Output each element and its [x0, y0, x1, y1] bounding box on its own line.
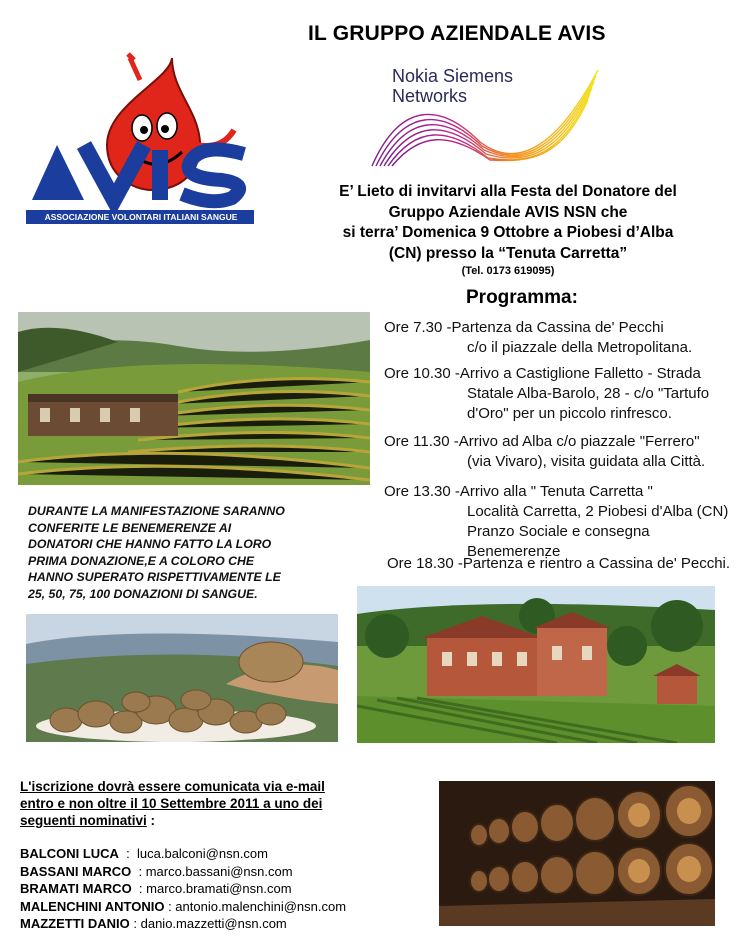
programma-time: Ore 18.30 - [387, 555, 463, 572]
programma-text: Arrivo alla " Tenuta Carretta " [459, 483, 653, 500]
contact-row [20, 915, 420, 933]
contact-name: MALENCHINI ANTONIO [20, 898, 165, 914]
programma-item [387, 554, 730, 574]
contact-separator: : [131, 863, 146, 879]
iscrizione-line: L'iscrizione dovrà essere comunicata via e-mail [20, 779, 325, 794]
invitation-text [290, 182, 726, 278]
iscrizione-line: seguenti nominativi [20, 813, 147, 828]
avis-tagline: ASSOCIAZIONE VOLONTARI ITALIANI SANGUE [44, 212, 238, 222]
iscrizione-line: entro e non oltre il 10 Settembre 2011 a uno dei [20, 796, 323, 811]
programma-time: Ore 10.30 - [384, 365, 460, 382]
benemerenze-line: CONFERITE LE BENEMERENZE AI [28, 520, 232, 535]
programma-continuation: Pranzo Sociale e consegna Benemerenze [467, 523, 650, 560]
benemerenze-line: HANNO SUPERATO RISPETTIVAMENTE LE [28, 570, 281, 584]
contact-email-link[interactable]: marco.bassani@nsn.com [145, 863, 293, 879]
programma-item [384, 432, 705, 472]
nsn-line2: Networks [392, 86, 468, 106]
invite-line2: Gruppo Aziendale AVIS NSN che [388, 203, 628, 221]
invite-line1: E’ Lieto di invitarvi alla Festa del Donatore del [339, 183, 677, 200]
benemerenze-notice [28, 503, 350, 602]
programma-text: Arrivo ad Alba c/o piazzale "Ferrero" [458, 433, 700, 450]
programma-time: Ore 13.30 - [384, 483, 460, 500]
programma-continuation: Località Carretta, 2 Piobesi d'Alba (CN) [467, 503, 729, 520]
programma-continuation: Statale Alba-Barolo, 28 - c/o "Tartufo [467, 385, 710, 402]
contact-row [20, 845, 420, 863]
contact-email-link[interactable]: luca.balconi@nsn.com [137, 846, 268, 861]
programma-item [384, 482, 738, 562]
invite-line3: si terra’ Domenica 9 Ottobre a Piobesi d’Alba [342, 224, 674, 241]
contact-email-link[interactable]: antonio.malenchini@nsn.com [175, 898, 347, 914]
contact-separator: : [164, 898, 176, 914]
invite-telephone: (Tel. 0173 619095) [461, 265, 555, 277]
contact-name: BASSANI MARCO [20, 863, 132, 879]
programma-time: Ore 7.30 - [384, 319, 452, 336]
programma-continuation: d'Oro" per un piccolo rinfresco. [467, 405, 672, 422]
nsn-line1: Nokia Siemens [392, 66, 514, 86]
contact-name: BRAMATI MARCO [20, 881, 132, 896]
benemerenze-line: PRIMA DONAZIONE,E A COLORO CHE [28, 553, 255, 568]
avis-drop-mascot-icon [22, 50, 258, 228]
contact-separator: : [131, 881, 147, 896]
contact-email-link[interactable]: danio.mazzetti@nsn.com [140, 916, 287, 931]
programma-title: Programma: [466, 287, 578, 308]
contact-name: BALCONI LUCA [20, 846, 119, 861]
contact-row [20, 880, 420, 898]
contact-list [20, 845, 420, 933]
iscrizione-colon: : [146, 813, 156, 828]
programma-item [384, 364, 709, 424]
contact-row [20, 863, 420, 881]
page-title: IL GRUPPO AZIENDALE AVIS [308, 22, 606, 45]
tenuta-carretta-photo [357, 586, 715, 743]
vineyard-photo [18, 312, 370, 485]
avis-logo [22, 50, 258, 228]
invite-line4: (CN) presso la “Tenuta Carretta” [388, 244, 628, 262]
programma-time: Ore 11.30 - [384, 433, 459, 450]
programma-text: Arrivo a Castiglione Falletto - Strada [459, 365, 701, 382]
programma-continuation: c/o il piazzale della Metropolitana. [467, 339, 693, 356]
programma-item [384, 318, 692, 358]
contact-separator: : [129, 916, 141, 931]
truffles-photo [26, 614, 338, 742]
benemerenze-line: 25, 50, 75, 100 DONAZIONI DI SANGUE. [28, 586, 258, 601]
programma-text: Partenza e rientro a Cassina de' Pecchi. [462, 555, 731, 572]
programma-text: Partenza da Cassina de' Pecchi [451, 319, 664, 336]
wine-barrels-photo [439, 781, 715, 926]
programma-continuation: (via Vivaro), visita guidata alla Città. [467, 453, 706, 470]
contact-name: MAZZETTI DANIO [20, 916, 130, 931]
nsn-logo-text [392, 66, 513, 106]
iscrizione-notice [20, 778, 370, 829]
benemerenze-line: DONATORI CHE HANNO FATTO LA LORO [28, 537, 272, 551]
benemerenze-line: DURANTE LA MANIFESTAZIONE SARANNO [28, 504, 285, 518]
contact-email-link[interactable]: marco.bramati@nsn.com [146, 881, 292, 896]
contact-row [20, 898, 420, 916]
contact-separator: : [118, 846, 137, 861]
